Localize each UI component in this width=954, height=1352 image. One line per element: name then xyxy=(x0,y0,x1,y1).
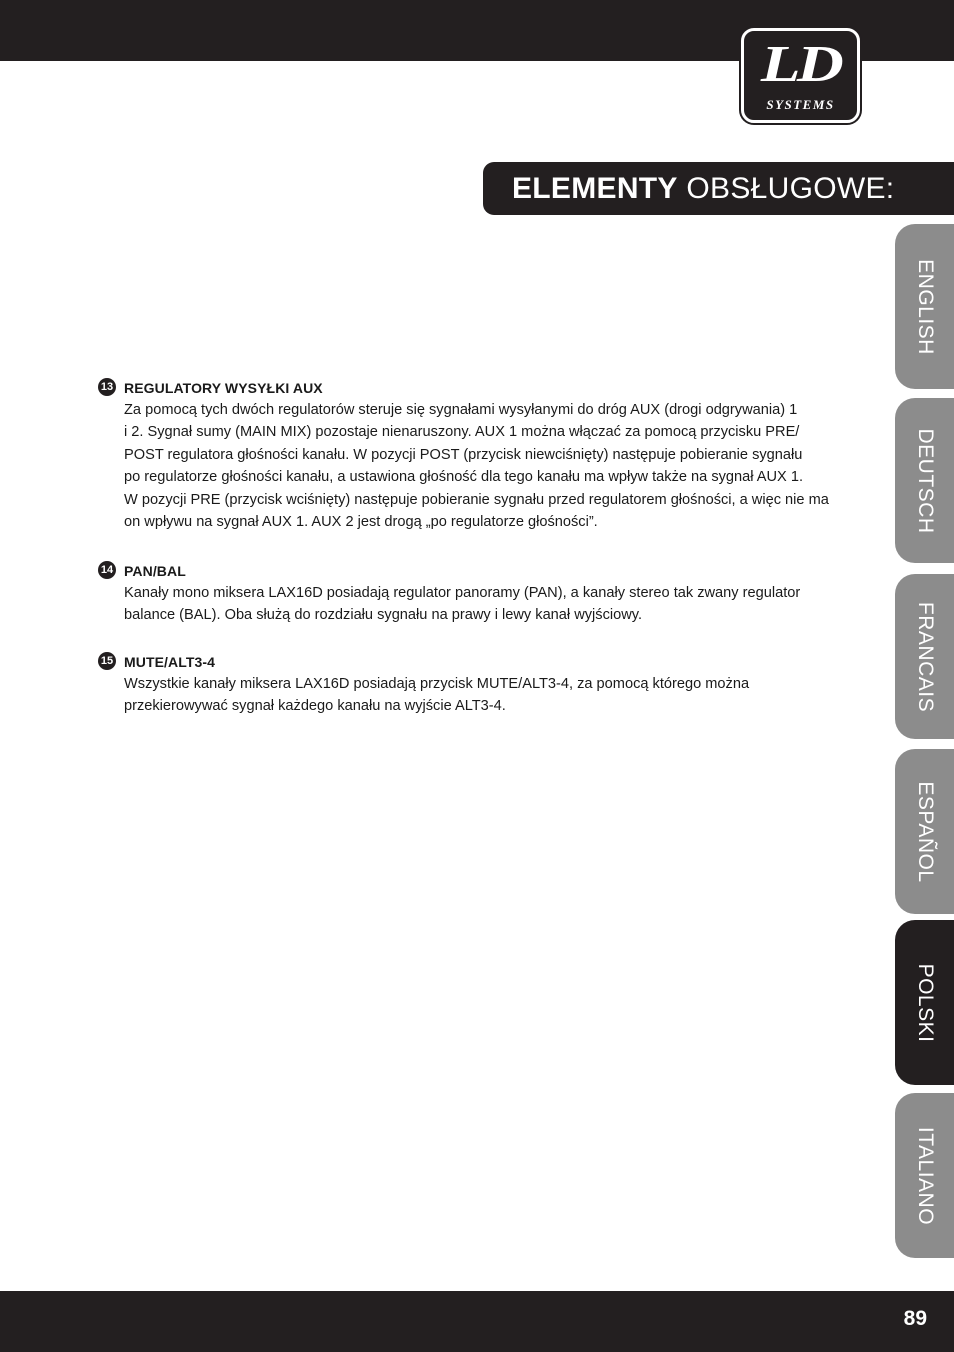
tab-italiano[interactable] xyxy=(895,1093,954,1258)
tab-label: POLSKI xyxy=(913,963,937,1042)
body-line: on wpływu na sygnał AUX 1. AUX 2 jest drogą „po regulatorze głośności”. xyxy=(124,514,598,531)
item-title: REGULATORY WYSYŁKI AUX xyxy=(124,380,323,396)
body-line: W pozycji PRE (przycisk wciśnięty) następuje pobieranie sygnału przed regulatorem głośności, a więc nie ma xyxy=(124,491,829,508)
body-line: Wszystkie kanały miksera LAX16D posiadają przycisk MUTE/ALT3-4, za pomocą którego można xyxy=(124,676,750,692)
tab-polski[interactable] xyxy=(895,920,954,1085)
body-line: i 2. Sygnał sumy (MAIN MIX) pozostaje nienaruszony. AUX 1 można włączać za pomocą przycisku PRE/ xyxy=(124,424,800,441)
page-title-bold: ELEMENTY xyxy=(512,172,678,205)
page-number: 89 xyxy=(903,1307,927,1330)
body-line: balance (BAL). Oba służą do rozdziału sygnału na prawy i lewy kanał wyjściowy. xyxy=(124,607,643,624)
ld-systems-logo xyxy=(741,28,860,123)
item-mute-alt xyxy=(98,651,858,718)
tab-label: DEUTSCH xyxy=(913,427,937,534)
tab-english[interactable] xyxy=(895,224,954,389)
footer-bar xyxy=(0,1291,954,1352)
page-title xyxy=(512,171,894,207)
body-line: po regulatorze głośności kanału, a ustawiona głośność dla tego kanału ma wpływ także na sygnał AUX 1. xyxy=(124,469,804,486)
item-pan-bal xyxy=(98,560,858,627)
tab-deutsch[interactable] xyxy=(895,398,954,563)
item-number-badge: 15 xyxy=(98,652,116,670)
body-line: przekierowywać sygnał każdego kanału na wyjście ALT3-4. xyxy=(124,698,506,715)
tab-espanol[interactable] xyxy=(895,749,954,914)
item-title: PAN/BAL xyxy=(124,563,186,579)
body-line: POST regulatora głośności kanału. W pozycji POST (przycisk niewciśnięty) następuje pobieranie sygnału xyxy=(124,446,803,463)
section-title-bar xyxy=(483,162,954,215)
item-number-badge: 14 xyxy=(98,561,116,579)
body-line: Za pomocą tych dwóch regulatorów steruje się sygnałami wysyłanymi do dróg AUX (drogi odgrywania) 1 xyxy=(124,402,798,418)
tab-label: FRANCAIS xyxy=(913,601,937,712)
item-title: MUTE/ALT3-4 xyxy=(124,654,216,670)
item-body xyxy=(124,582,858,627)
page-title-light: OBSŁUGOWE: xyxy=(686,172,895,205)
logo-mark: LD xyxy=(760,36,841,93)
item-body xyxy=(124,399,858,533)
tab-label: ESPAÑOL xyxy=(913,780,937,883)
logo-subtitle: SYSTEMS xyxy=(766,97,835,112)
tab-label: ENGLISH xyxy=(913,258,937,355)
item-aux-send xyxy=(98,377,858,533)
item-body xyxy=(124,673,858,718)
tab-francais[interactable] xyxy=(895,574,954,739)
body-line: Kanały mono miksera LAX16D posiadają regulator panoramy (PAN), a kanały stereo tak zwany regulator xyxy=(124,585,801,601)
item-number-badge: 13 xyxy=(98,378,116,396)
tab-label: ITALIANO xyxy=(913,1126,937,1225)
